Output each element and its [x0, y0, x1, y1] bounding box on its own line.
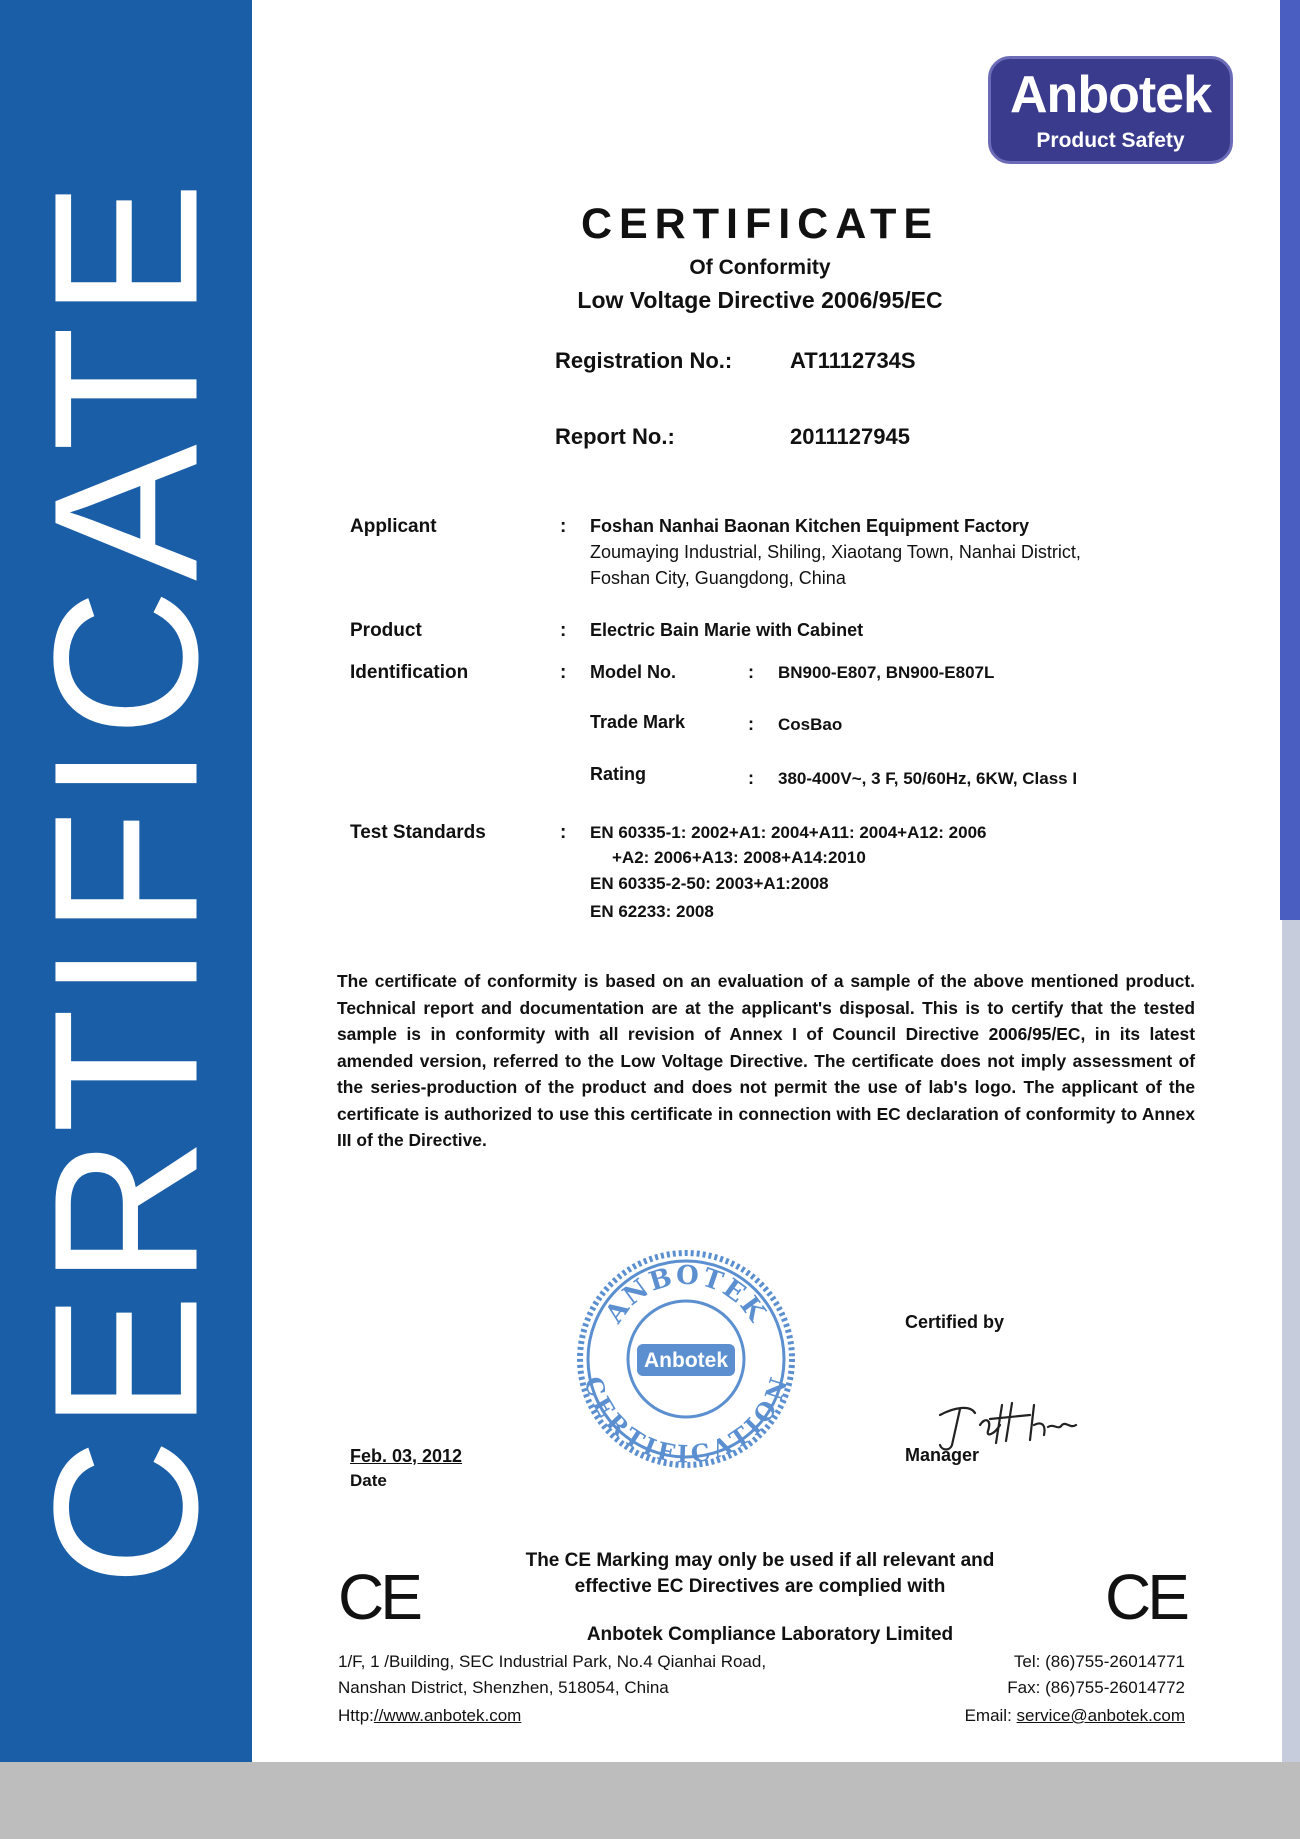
certificate-subtitle: Of Conformity [689, 256, 831, 279]
ce-mark-right: CE [1105, 1561, 1186, 1633]
anbotek-logo [988, 56, 1233, 164]
certificate-title: CERTIFICATE [580, 200, 940, 248]
right-edge-stripe-lower [1282, 920, 1300, 1762]
certified-by-label: Certified by [905, 1312, 1005, 1332]
registration-label: Registration No.: [555, 348, 733, 373]
lab-fax [900, 1678, 1185, 1698]
ce-note-line2: effective EC Directives are complied with [574, 1576, 946, 1597]
report-value: 2011127945 [790, 424, 910, 449]
trademark-label: Trade Mark [590, 712, 686, 732]
seal-bottom-text: CERTIFICATION [578, 1373, 794, 1469]
tel-value: (86)755-26014771 [1045, 1652, 1185, 1671]
applicant-label: Applicant [350, 516, 437, 537]
seal-top-text: ANBOTEK [599, 1260, 773, 1329]
colon: : [748, 768, 754, 788]
model-value: BN900-E807, BN900-E807L [778, 663, 995, 682]
website-link[interactable]: //www.anbotek.com [373, 1706, 522, 1725]
tel-label: Tel: [1013, 1652, 1041, 1671]
ce-note-line1: The CE Marking may only be used if all relevant and [525, 1550, 995, 1571]
standards-label: Test Standards [350, 822, 486, 843]
identification-label: Identification [350, 662, 469, 683]
product-label: Product [350, 620, 422, 641]
email-label: Email: [964, 1706, 1012, 1725]
email-link[interactable]: service@anbotek.com [1016, 1706, 1185, 1725]
side-band [0, 0, 252, 1762]
certification-seal [575, 1248, 797, 1470]
ce-note [470, 1548, 1050, 1600]
applicant-address-line1: Zoumaying Industrial, Shiling, Xiaotang Town, Nanhai District, [590, 542, 1081, 562]
side-title: CERTIFICATE [11, 173, 241, 1587]
bottom-margin [0, 1762, 1300, 1839]
model-label: Model No. [590, 662, 676, 682]
manager-label: Manager [905, 1445, 980, 1465]
rating-label: Rating [590, 764, 646, 784]
date-label: Date [350, 1471, 387, 1490]
colon: : [560, 620, 567, 641]
colon: : [748, 714, 754, 734]
lab-address-line2: Nanshan District, Shenzhen, 518054, China [338, 1678, 669, 1697]
ce-mark-left: CE [338, 1561, 419, 1633]
directive-line: Low Voltage Directive 2006/95/EC [577, 287, 943, 313]
registration-value: AT1112734S [790, 348, 916, 373]
report-label: Report No.: [555, 424, 675, 449]
lab-name: Anbotek Compliance Laboratory Limited [586, 1624, 954, 1645]
conformity-statement: The certificate of conformity is based on an evaluation of a sample of the above mentioned product. Technical report and documentation are at the applicant's disposal. This is to certify that the tested sample is in conformity with all revision of Annex I of Council Directive 2006/95/EC, in its latest amended version, referred to the Low Voltage Directive. The certificate does not imply assessment of the series-production of the product and does not permit the use of lab's logo. The applicant of the certificate is authorized to use this certificate in connection with EC declaration of conformity to Annex III of the Directive. [337, 971, 1195, 1150]
colon: : [748, 662, 754, 682]
right-edge-stripe [1280, 0, 1300, 920]
standard-line: EN 60335-2-50: 2003+A1:2008 [590, 874, 829, 893]
http-label: Http: [338, 1706, 374, 1725]
svg-text:CERTIFICATION [578, 1373, 793, 1469]
lab-address-line1: 1/F, 1 /Building, SEC Industrial Park, No.4 Qianhai Road, [338, 1652, 767, 1671]
fax-value: (86)755-26014772 [1045, 1678, 1185, 1697]
logo-name: Anbotek [1010, 66, 1211, 124]
trademark-value: CosBao [778, 715, 843, 734]
issue-date: Feb. 03, 2012 [350, 1446, 463, 1466]
applicant-name: Foshan Nanhai Baonan Kitchen Equipment Factory [590, 516, 1030, 536]
lab-website [338, 1706, 521, 1726]
colon: : [560, 662, 567, 683]
standard-line: +A2: 2006+A13: 2008+A14:2010 [612, 848, 866, 867]
applicant-address-line2: Foshan City, Guangdong, China [590, 568, 846, 588]
standard-line: EN 60335-1: 2002+A1: 2004+A11: 2004+A12: 2006 [590, 823, 987, 842]
standard-line: EN 62233: 2008 [590, 902, 714, 921]
lab-email [900, 1706, 1185, 1726]
lab-tel [900, 1652, 1185, 1672]
seal-center-text: Anbotek [644, 1349, 728, 1372]
logo-tagline: Product Safety [1036, 129, 1185, 152]
colon: : [560, 516, 567, 537]
product-value: Electric Bain Marie with Cabinet [590, 620, 864, 640]
rating-value: 380-400V~, 3 F, 50/60Hz, 6KW, Class I [778, 769, 1078, 788]
fax-label: Fax: [1007, 1678, 1041, 1697]
colon: : [560, 822, 567, 843]
